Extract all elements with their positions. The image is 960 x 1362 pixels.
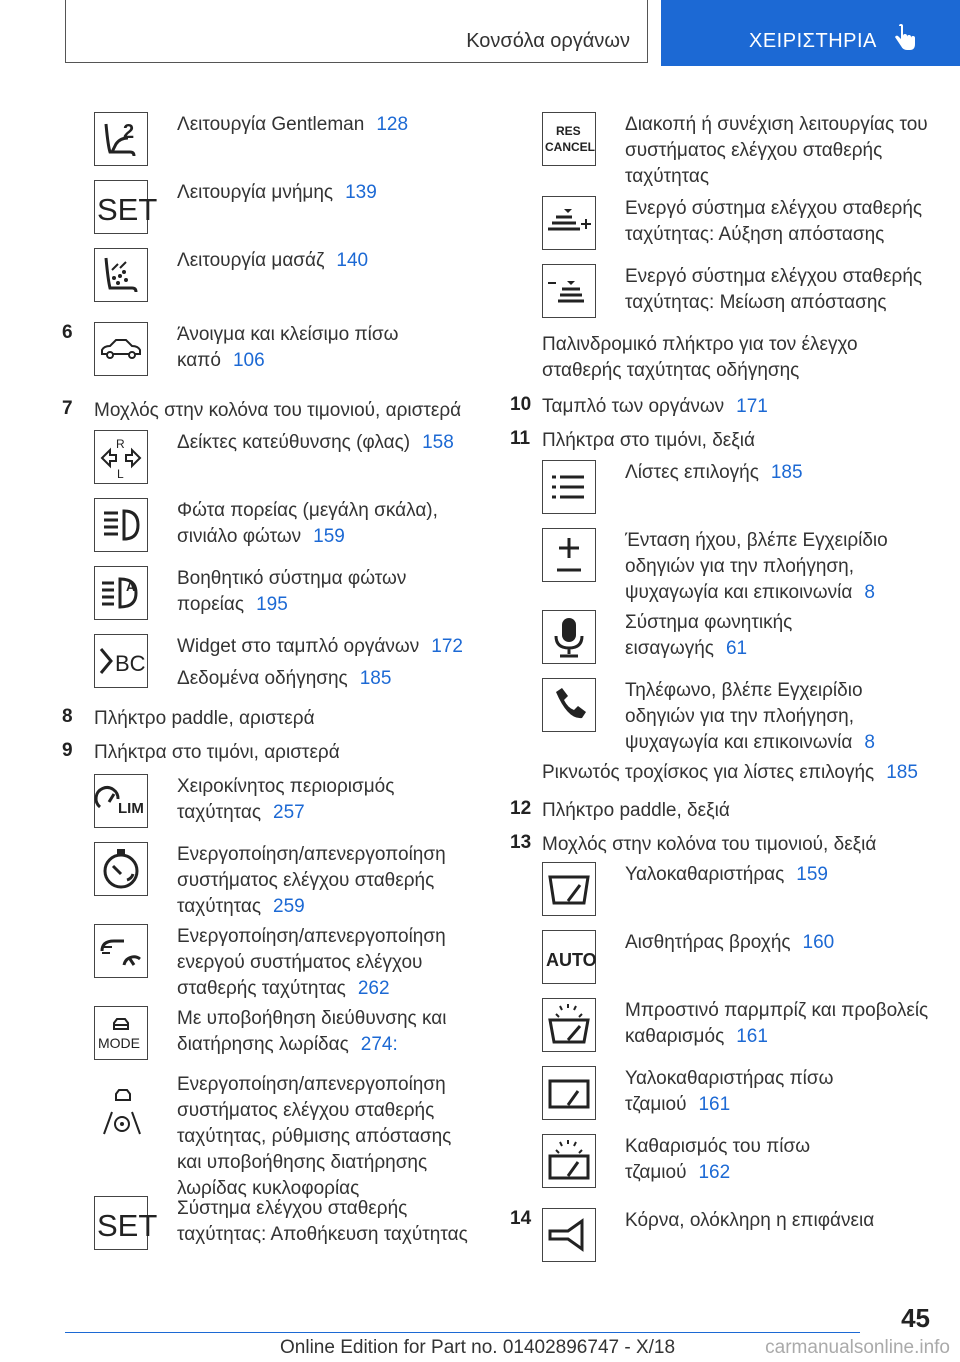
item-text: Πλήκτρα στο τιμόνι, αριστερά	[94, 742, 340, 763]
volume-icon	[542, 528, 596, 582]
page-link[interactable]: 185	[886, 762, 918, 783]
set-button-icon	[94, 180, 158, 234]
item-text: Ενεργό σύστημα ελέγχου σταθερής ταχύτητας: Αύξηση απόστασης	[625, 198, 923, 245]
page-link[interactable]: 8	[864, 732, 875, 753]
item-text: Παλινδρομικό πλήκτρο για τον έλεγχο σταθερής ταχύτητας οδήγησης	[542, 334, 858, 381]
item-number: 10	[510, 394, 532, 415]
item-number: 11	[510, 428, 531, 449]
item-number: 14	[510, 1208, 532, 1229]
item-number: 8	[62, 706, 73, 727]
horn-icon	[542, 1208, 596, 1262]
mode-icon	[94, 1006, 148, 1060]
item-text: Διακοπή ή συνέχιση λειτουργίας του συστήματος ελέγχου σταθερής ταχύτητας	[625, 114, 928, 187]
item-text: Σύστημα φωνητικής εισαγωγής	[625, 612, 793, 659]
hood-icon	[94, 322, 148, 376]
svg-text:A: A	[126, 579, 136, 594]
watermark: carmanualsonline.info	[765, 1337, 950, 1358]
item-text: Καθαρισμός του πίσω τζαμιού	[625, 1136, 811, 1183]
item-text: Λίστες επιλογής	[625, 462, 759, 483]
section-title: Κονσόλα οργάνων	[466, 30, 630, 52]
item-text: Υαλοκαθαριστήρας πίσω τζαμιού	[625, 1068, 834, 1115]
item-number: 6	[62, 322, 73, 343]
svg-text:2: 2	[123, 121, 135, 143]
svg-text:L: L	[117, 467, 124, 481]
bc-icon	[94, 634, 148, 688]
item-text: Βοηθητικό σύστημα φώτων πορείας	[177, 568, 407, 615]
page-link[interactable]: 139	[345, 182, 377, 203]
item-text: Ρικνωτός τροχίσκος για λίστες επιλογής	[542, 762, 875, 783]
page-link[interactable]: 128	[376, 114, 409, 135]
wiper-icon	[542, 862, 596, 916]
svg-text:MODE: MODE	[98, 1035, 140, 1051]
hand-pointer-icon	[892, 24, 918, 52]
item-text: Λειτουργία μασάζ	[177, 250, 325, 271]
item-text: Πλήκτρο paddle, αριστερά	[94, 708, 315, 729]
page-link[interactable]: 158	[422, 432, 454, 453]
item-text: Ένταση ήχου, βλέπε Εγχειρίδιο οδηγιών για την πλοήγηση, ψυχαγωγία και επικοινωνία	[625, 530, 888, 603]
svg-text:SET: SET	[97, 1208, 158, 1243]
item-text: Ενεργοποίηση/απενεργοποίηση συστήματος ελέγχου σταθερής ταχύτητας, ρύθμισης απόστασης και υποβοήθησης διατήρησης λωρίδας κυκλοφορίας	[177, 1074, 452, 1199]
high-beam-assist-icon	[94, 566, 148, 620]
res-cancel-icon	[542, 112, 596, 166]
page-link[interactable]: 195	[256, 594, 288, 615]
item-text: Υαλοκαθαριστήρας	[625, 864, 785, 885]
item-text: Λειτουργία μνήμης	[177, 182, 334, 203]
high-beam-icon	[94, 498, 148, 552]
page-link[interactable]: 185	[359, 668, 392, 689]
svg-text:RES: RES	[556, 124, 581, 138]
item-text: Λειτουργία Gentleman	[177, 114, 365, 135]
seat-memory-2-icon	[94, 112, 148, 166]
page-link[interactable]: 162	[698, 1162, 731, 1183]
microphone-icon	[542, 610, 596, 664]
page-link[interactable]: 262	[357, 978, 390, 999]
page-link[interactable]: 140	[336, 250, 369, 271]
item-text: Μοχλός στην κολόνα του τιμονιού, αριστερά	[94, 400, 462, 421]
svg-text:CANCEL: CANCEL	[545, 140, 595, 154]
page-link[interactable]: 160	[802, 932, 835, 953]
item-text: Αισθητήρας βροχής	[625, 932, 791, 953]
washer-front-icon	[542, 998, 596, 1052]
page-link[interactable]: 257	[273, 802, 305, 823]
page-link[interactable]: 159	[796, 864, 828, 885]
item-text: Άνοιγμα και κλείσιμο πίσω καπό	[177, 324, 399, 371]
item-text: Μπροστινό παρμπρίζ και προβολείς καθαρισμός	[625, 1000, 929, 1047]
list-icon	[542, 460, 596, 514]
item-number: 13	[510, 832, 532, 853]
page-link[interactable]: 171	[736, 396, 768, 417]
item-text: Σύστημα ελέγχου σταθερής ταχύτητας: Αποθήκευση ταχύτητας	[177, 1198, 468, 1245]
svg-text:LIM: LIM	[118, 800, 144, 817]
page-link[interactable]: 274:	[360, 1034, 398, 1055]
item-text: Πλήκτρα στο τιμόνι, δεξιά	[542, 430, 755, 451]
svg-text:R: R	[116, 437, 125, 451]
item-text: Με υποβοήθηση διεύθυνσης και διατήρησης λωρίδας	[177, 1008, 447, 1055]
page-number: 45	[901, 1303, 930, 1333]
auto-icon	[542, 930, 596, 984]
speed-limiter-icon	[94, 774, 148, 828]
lane-assist-icon	[94, 1084, 148, 1138]
distance-plus-icon	[542, 196, 596, 250]
item-text: Ενεργό σύστημα ελέγχου σταθερής ταχύτητας: Μείωση απόστασης	[625, 266, 923, 313]
item-text: Μοχλός στην κολόνα του τιμονιού, δεξιά	[542, 834, 877, 855]
item-text: Ενεργοποίηση/απενεργοποίηση συστήματος ελέγχου σταθερής ταχύτητας	[177, 844, 446, 917]
chapter-tab[interactable]	[661, 0, 960, 66]
page-link[interactable]: 161	[698, 1094, 731, 1115]
turn-signal-icon	[94, 430, 148, 484]
item-text: Ενεργοποίηση/απενεργοποίηση ενεργού συστήματος ελέγχου σταθερής ταχύτητας	[177, 926, 446, 999]
item-number: 7	[62, 398, 73, 419]
svg-text:AUTO: AUTO	[546, 950, 597, 970]
page-link[interactable]: 8	[864, 582, 875, 603]
item-text: Τηλέφωνο, βλέπε Εγχειρίδιο οδηγιών για την πλοήγηση, ψυχαγωγία και επικοινωνία	[625, 680, 863, 753]
set-button-icon	[94, 1196, 158, 1250]
footer-text: Online Edition for Part no. 01402896747 - X/18	[280, 1337, 676, 1358]
phone-icon	[542, 678, 596, 732]
item-text: Χειροκίνητος περιορισμός ταχύτητας	[177, 776, 395, 823]
item-text: Δεδομένα οδήγησης	[177, 668, 348, 689]
chapter-tab-label: ΧΕΙΡΙΣΤΗΡΙΑ	[749, 30, 877, 52]
item-number: 12	[510, 798, 532, 819]
item-text: Ταμπλό των οργάνων	[542, 396, 725, 417]
distance-minus-icon	[542, 264, 596, 318]
item-text: Φώτα πορείας (μεγάλη σκάλα), σινιάλο φώτων	[177, 500, 438, 547]
rear-wiper-icon	[542, 1066, 596, 1120]
item-text: Πλήκτρο paddle, δεξιά	[542, 800, 730, 821]
rear-washer-icon	[542, 1134, 596, 1188]
page-link[interactable]: 106	[232, 350, 265, 371]
massage-seat-icon	[94, 248, 148, 302]
page-link[interactable]: 61	[725, 638, 748, 659]
page-link[interactable]: 159	[313, 526, 345, 547]
page-link[interactable]: 172	[431, 636, 463, 657]
svg-text:BC: BC	[115, 651, 146, 676]
page-link[interactable]: 185	[770, 462, 803, 483]
page-link[interactable]: 259	[273, 896, 305, 917]
item-text: Δείκτες κατεύθυνσης (φλας)	[177, 432, 411, 453]
active-cruise-icon	[94, 924, 148, 978]
page-header	[0, 0, 960, 66]
svg-text:SET: SET	[97, 192, 158, 227]
footer-rule	[65, 1332, 860, 1333]
item-number: 9	[62, 740, 73, 761]
cruise-control-icon	[94, 842, 148, 896]
item-text: Κόρνα, ολόκληρη η επιφάνεια	[625, 1210, 875, 1231]
item-text: Widget στο ταμπλό οργάνων	[177, 636, 420, 657]
page-link[interactable]: 161	[736, 1026, 768, 1047]
